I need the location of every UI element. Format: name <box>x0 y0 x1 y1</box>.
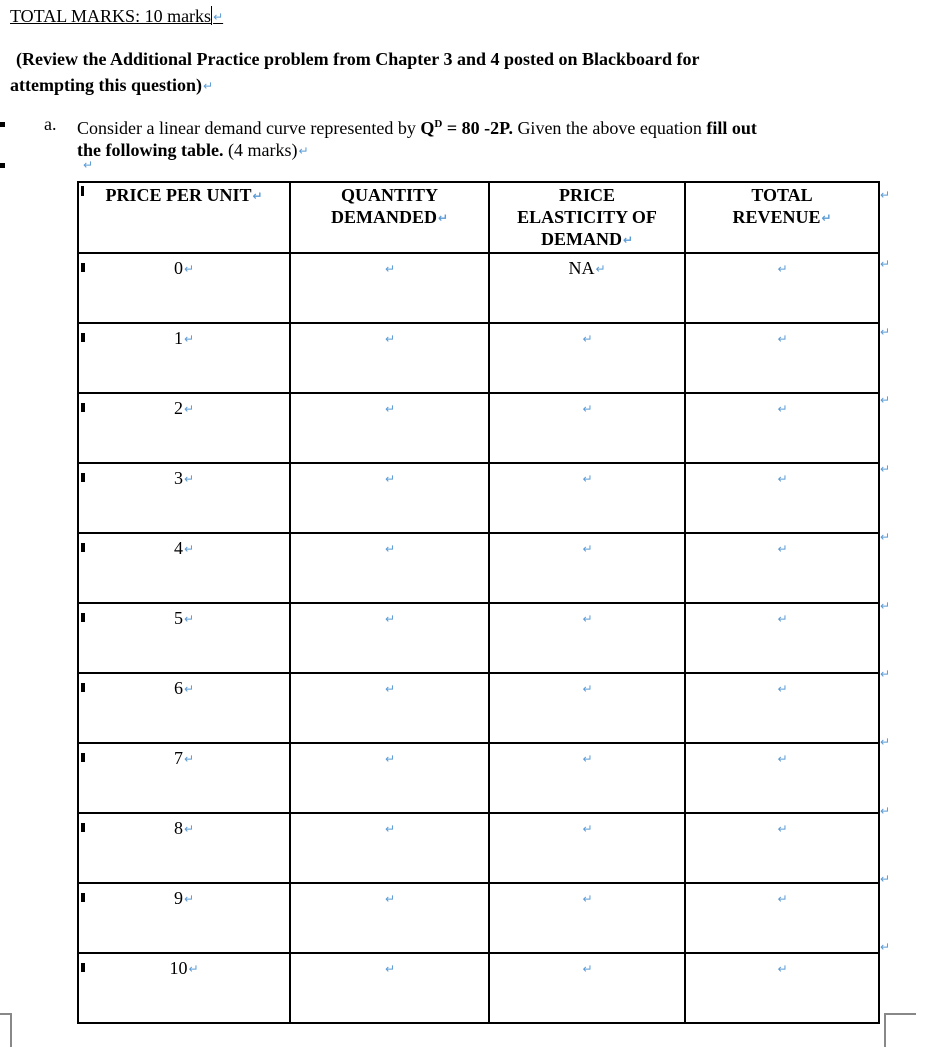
paragraph-return-icon: ↵ <box>213 10 224 24</box>
table-row <box>78 813 879 883</box>
price-cell-value: 0 <box>173 258 183 278</box>
elasticity-cell[interactable] <box>489 603 685 673</box>
quantity-cell[interactable] <box>290 393 489 463</box>
quantity-cell[interactable] <box>290 323 489 393</box>
cell-return-icon: ↵ <box>183 612 195 626</box>
price-cell[interactable] <box>78 953 290 1023</box>
price-cell[interactable] <box>78 743 290 813</box>
cell-return-icon: ↵ <box>777 472 788 486</box>
margin-marker <box>0 122 5 127</box>
row-marker <box>81 263 85 272</box>
cell-return-icon: ↵ <box>384 892 396 906</box>
cell-return-icon: ↵ <box>777 332 788 346</box>
demand-table <box>77 181 880 1024</box>
quantity-cell[interactable] <box>290 253 489 323</box>
cell-return-icon: ↵ <box>582 682 593 696</box>
cell-return-icon: ↵ <box>183 402 195 416</box>
price-cell-value: 7 <box>173 748 183 768</box>
cell-return-icon: ↵ <box>183 822 195 836</box>
revenue-cell[interactable] <box>685 813 879 883</box>
table-row <box>78 953 879 1023</box>
cell-return-icon: ↵ <box>582 472 593 486</box>
row-marker <box>81 186 84 196</box>
price-cell[interactable] <box>78 253 290 323</box>
table-row <box>78 393 879 463</box>
row-marker <box>81 963 85 972</box>
question-text: Consider a linear demand curve represented by $Q^D = 80$ -2P. Given the above equation fill out the following table. (4 marks)↵ <box>77 118 757 160</box>
row-marker <box>81 333 85 342</box>
margin-marker <box>0 163 5 168</box>
cell-return-icon: ↵ <box>384 262 396 276</box>
empty-paragraph-icon: ↵ <box>83 158 94 172</box>
end-of-row-icon: ↵ <box>880 393 891 407</box>
question-label: a. <box>44 114 57 134</box>
price-cell-value: 2 <box>173 398 183 418</box>
cell-return-icon: ↵ <box>777 682 788 696</box>
header-revenue[interactable]: TOTAL REVENUE↵ <box>685 182 879 253</box>
table-row <box>78 673 879 743</box>
cell-return-icon: ↵ <box>777 892 788 906</box>
end-of-row-icon: ↵ <box>880 325 891 339</box>
total-marks-heading: TOTAL MARKS: 10 marks ↵ <box>10 6 224 26</box>
cell-return-icon: ↵ <box>582 962 593 976</box>
price-cell-value: 5 <box>173 608 183 628</box>
cell-return-icon: ↵ <box>183 892 195 906</box>
price-cell-value: 8 <box>173 818 183 838</box>
price-cell-value: 9 <box>173 888 183 908</box>
cell-return-icon: ↵ <box>777 612 788 626</box>
cell-return-icon: ↵ <box>183 752 195 766</box>
header-quantity[interactable]: QUANTITY DEMANDED↵ <box>290 182 489 253</box>
cell-return-icon: ↵ <box>582 752 593 766</box>
cell-return-icon: ↵ <box>582 892 593 906</box>
table-row <box>78 743 879 813</box>
end-of-row-icon: ↵ <box>880 735 891 749</box>
price-cell-value: 1 <box>173 328 183 348</box>
cell-return-icon: ↵ <box>384 822 396 836</box>
elasticity-cell[interactable] <box>489 323 685 393</box>
revenue-cell[interactable] <box>685 603 879 673</box>
cell-return-icon: ↵ <box>183 472 195 486</box>
cell-return-icon: ↵ <box>183 332 195 346</box>
page-corner-right <box>884 1013 916 1047</box>
paragraph-return-icon: ↵ <box>298 144 309 158</box>
row-marker <box>81 753 85 762</box>
price-cell[interactable] <box>78 603 290 673</box>
row-marker <box>81 543 85 552</box>
table-row <box>78 603 879 673</box>
cell-return-icon: ↵ <box>384 752 396 766</box>
price-cell[interactable] <box>78 393 290 463</box>
price-cell[interactable] <box>78 813 290 883</box>
cell-return-icon: ↵ <box>384 402 396 416</box>
cell-return-icon: ↵ <box>384 962 396 976</box>
cell-return-icon: ↵ <box>777 962 788 976</box>
table-header-row <box>78 182 879 253</box>
revenue-cell[interactable] <box>685 883 879 953</box>
row-marker <box>81 403 85 412</box>
quantity-cell[interactable] <box>290 883 489 953</box>
quantity-cell[interactable] <box>290 533 489 603</box>
row-marker <box>81 823 85 832</box>
quantity-cell[interactable] <box>290 813 489 883</box>
elasticity-cell-value: NA <box>568 258 595 278</box>
elasticity-cell[interactable] <box>489 673 685 743</box>
table-row <box>78 883 879 953</box>
cell-return-icon: ↵ <box>188 962 199 976</box>
price-cell[interactable] <box>78 533 290 603</box>
end-of-row-icon: ↵ <box>880 462 891 476</box>
row-marker <box>81 683 85 692</box>
elasticity-cell[interactable] <box>489 463 685 533</box>
quantity-cell[interactable] <box>290 743 489 813</box>
end-of-row-icon: ↵ <box>880 804 891 818</box>
price-cell-value: 3 <box>173 468 183 488</box>
end-of-row-icon: ↵ <box>880 188 891 202</box>
revenue-cell[interactable] <box>685 743 879 813</box>
table-row <box>78 463 879 533</box>
paragraph-return-icon: ↵ <box>203 79 214 93</box>
quantity-cell[interactable] <box>290 463 489 533</box>
end-of-row-icon: ↵ <box>880 872 891 886</box>
revenue-cell[interactable] <box>685 253 879 323</box>
cell-return-icon: ↵ <box>384 612 396 626</box>
elasticity-cell[interactable] <box>489 743 685 813</box>
quantity-cell[interactable] <box>290 953 489 1023</box>
price-cell-value: 4 <box>173 538 183 558</box>
cell-return-icon: ↵ <box>183 542 195 556</box>
cell-return-icon: ↵ <box>595 262 606 276</box>
cell-return-icon: ↵ <box>582 822 593 836</box>
header-price[interactable]: PRICE PER UNIT↵ <box>78 182 290 253</box>
elasticity-cell[interactable] <box>489 953 685 1023</box>
text-cursor <box>211 6 212 25</box>
cell-return-icon: ↵ <box>384 542 396 556</box>
cell-return-icon: ↵ <box>777 542 788 556</box>
elasticity-cell[interactable] <box>489 393 685 463</box>
price-cell[interactable] <box>78 673 290 743</box>
revenue-cell[interactable] <box>685 393 879 463</box>
revenue-cell[interactable] <box>685 463 879 533</box>
elasticity-cell[interactable] <box>489 813 685 883</box>
cell-return-icon: ↵ <box>384 332 396 346</box>
price-cell[interactable] <box>78 463 290 533</box>
end-of-row-icon: ↵ <box>880 257 891 271</box>
cell-return-icon: ↵ <box>582 542 593 556</box>
price-cell-value: 10 <box>169 958 188 978</box>
price-cell-value: 6 <box>173 678 183 698</box>
end-of-row-icon: ↵ <box>880 599 891 613</box>
end-of-row-icon: ↵ <box>880 530 891 544</box>
price-cell[interactable] <box>78 323 290 393</box>
elasticity-cell[interactable] <box>489 253 685 323</box>
revenue-cell[interactable] <box>685 953 879 1023</box>
review-instruction <box>10 46 830 99</box>
cell-return-icon: ↵ <box>384 472 396 486</box>
cell-return-icon: ↵ <box>183 682 195 696</box>
revenue-cell[interactable] <box>685 533 879 603</box>
cell-return-icon: ↵ <box>777 262 788 276</box>
row-marker <box>81 613 85 622</box>
cell-return-icon: ↵ <box>183 262 195 276</box>
table-row <box>78 253 879 323</box>
quantity-cell[interactable] <box>290 603 489 673</box>
cell-return-icon: ↵ <box>777 402 788 416</box>
revenue-cell[interactable] <box>685 673 879 743</box>
cell-return-icon: ↵ <box>582 612 593 626</box>
price-cell[interactable] <box>78 883 290 953</box>
review-line-2: attempting this question)↵ <box>10 75 214 95</box>
cell-return-icon: ↵ <box>777 822 788 836</box>
review-line-1: (Review the Additional Practice problem from Chapter 3 and 4 posted on Blackboard for <box>16 49 700 69</box>
elasticity-cell[interactable] <box>489 533 685 603</box>
header-elasticity[interactable]: PRICE ELASTICITY OF DEMAND↵ <box>489 182 685 253</box>
table-row <box>78 323 879 393</box>
end-of-row-icon: ↵ <box>880 940 891 954</box>
table-row <box>78 533 879 603</box>
cell-return-icon: ↵ <box>384 682 396 696</box>
elasticity-cell[interactable] <box>489 883 685 953</box>
quantity-cell[interactable] <box>290 673 489 743</box>
row-marker <box>81 473 85 482</box>
cell-return-icon: ↵ <box>582 402 593 416</box>
cell-return-icon: ↵ <box>777 752 788 766</box>
revenue-cell[interactable] <box>685 323 879 393</box>
end-of-row-icon: ↵ <box>880 667 891 681</box>
row-marker <box>81 893 85 902</box>
page-corner-left <box>0 1013 12 1047</box>
cell-return-icon: ↵ <box>582 332 593 346</box>
